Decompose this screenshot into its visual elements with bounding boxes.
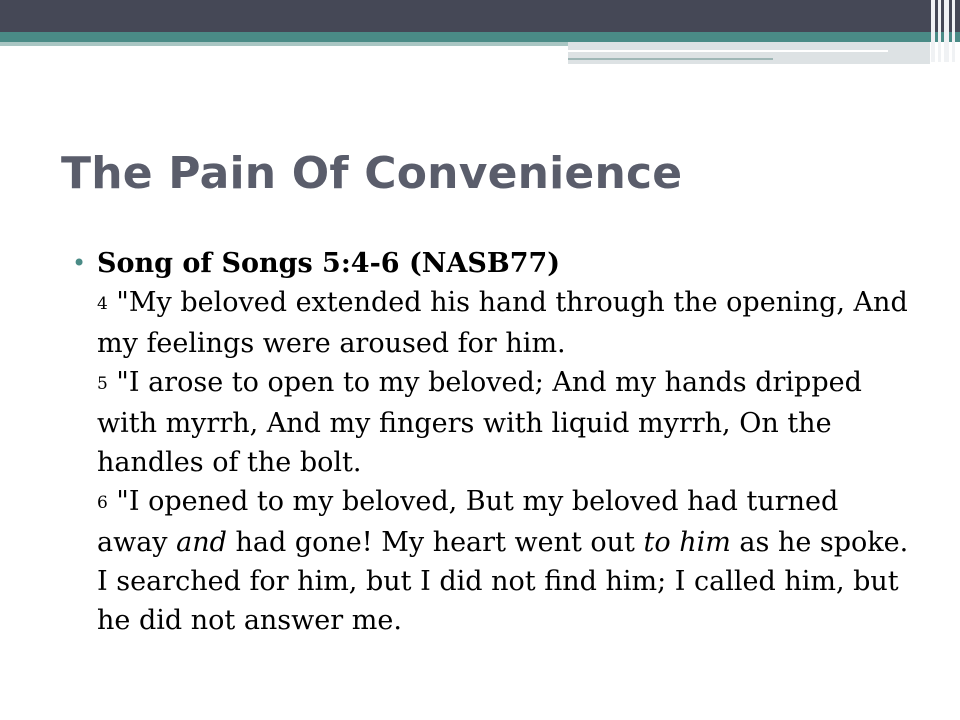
decor-stripe (938, 0, 941, 62)
verse-italic-word: and (176, 527, 227, 558)
verse-text: "I opened to my beloved, But my beloved had turned away (97, 486, 839, 558)
decor-stripe (944, 0, 949, 62)
verse-text: as he spoke. I searched for him, but I did not find him; I called him, but he did not answer me. (97, 527, 909, 636)
verse-text: "I arose to open to my beloved; And my hands dripped with myrrh, And my fingers with liquid myrrh, On the handles of the bolt. (97, 367, 862, 478)
verse-italic-phrase: to him (643, 527, 731, 558)
accent-decor-line (568, 50, 888, 52)
decor-stripe (931, 0, 935, 62)
verse-text: had gone! My heart went out (226, 527, 644, 558)
verse-number: 5 (97, 374, 108, 394)
teal-decor-band (0, 32, 960, 42)
top-decor-bar (0, 0, 960, 32)
slide-content (72, 244, 912, 640)
verse-text: "My beloved extended his hand through the opening, And my feelings were aroused for him. (97, 287, 908, 359)
verse-number: 6 (97, 493, 108, 513)
accent-decor-line-2 (568, 58, 773, 60)
verse-number: 4 (97, 294, 108, 314)
bullet-icon: • (72, 249, 87, 277)
decor-stripe (952, 0, 955, 62)
scripture-reference: Song of Songs 5:4-6 (NASB77) (97, 248, 561, 279)
slide-title: The Pain Of Convenience (61, 148, 683, 199)
scripture-body (97, 244, 912, 640)
light-decor-band (0, 42, 570, 46)
accent-decor-box (568, 42, 930, 64)
